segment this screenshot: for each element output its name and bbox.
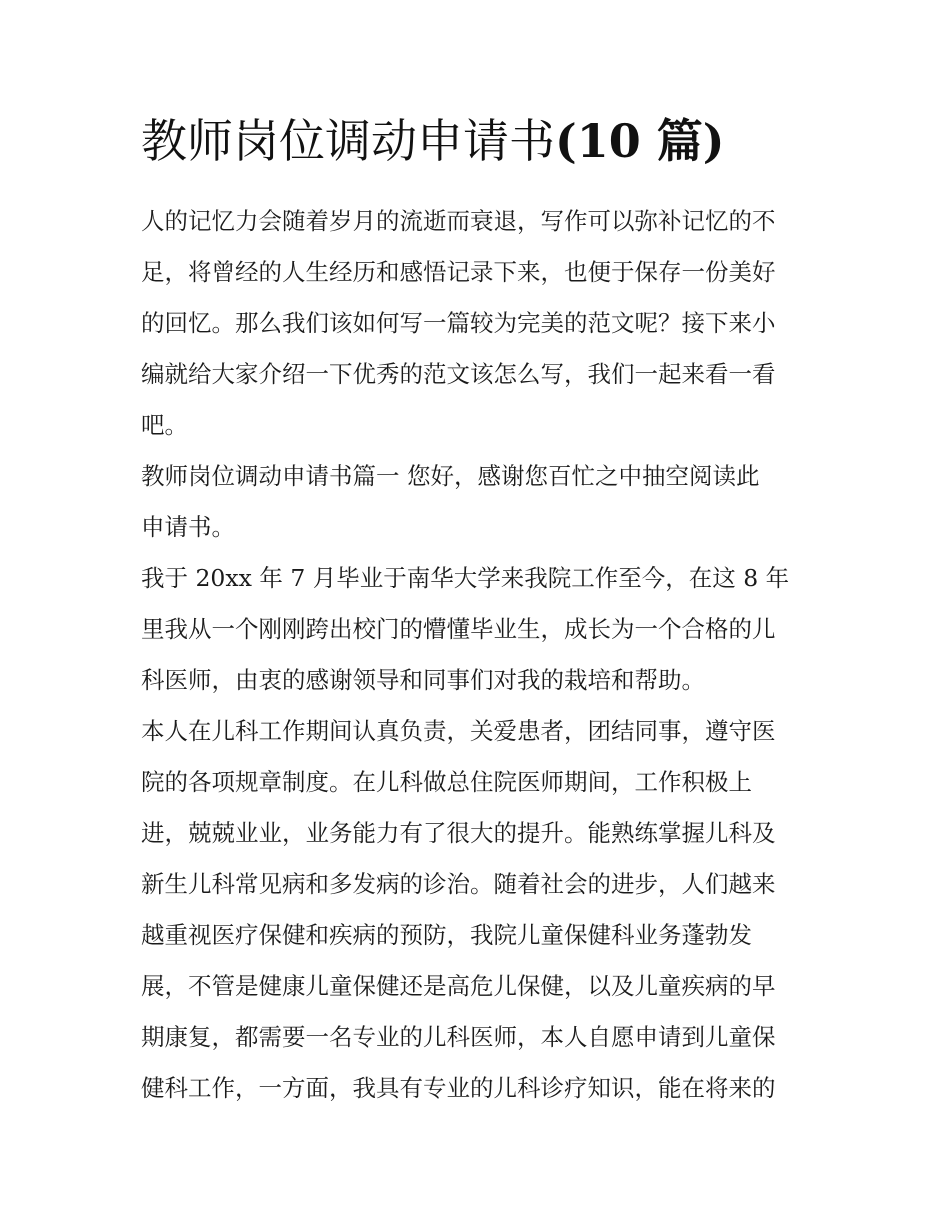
body-line: 健科工作，一方面，我具有专业的儿科诊疗知识，能在将来的	[141, 1074, 776, 1102]
body-line: 人的记忆力会随着岁月的流逝而衰退，写作可以弥补记忆的不	[141, 207, 776, 235]
body-line: 我于 20xx 年 7 月毕业于南华大学来我院工作至今，在这 8 年	[141, 564, 790, 592]
body-line: 教师岗位调动申请书篇一 您好，感谢您百忙之中抽空阅读此	[141, 462, 760, 490]
body-line: 的回忆。那么我们该如何写一篇较为完美的范文呢？接下来小	[141, 309, 776, 337]
body-line: 院的各项规章制度。在儿科做总住院医师期间，工作积极上	[141, 768, 752, 796]
body-line: 里我从一个刚刚跨出校门的懵懂毕业生，成长为一个合格的儿	[141, 615, 776, 643]
body-line: 编就给大家介绍一下优秀的范文该怎么写，我们一起来看一看	[141, 360, 776, 388]
body-line: 本人在儿科工作期间认真负责，关爱患者，团结同事，遵守医	[141, 717, 776, 745]
title-suffix: (10 篇)	[555, 114, 725, 168]
body-line: 期康复，都需要一名专业的儿科医师，本人自愿申请到儿童保	[141, 1023, 776, 1051]
body-line: 吧。	[141, 411, 188, 439]
body-line: 越重视医疗保健和疾病的预防，我院儿童保健科业务蓬勃发	[141, 921, 752, 949]
title-text: 教师岗位调动申请书	[141, 114, 555, 168]
body-line: 展，不管是健康儿童保健还是高危儿保健，以及儿童疾病的早	[141, 972, 776, 1000]
body-line: 科医师，由衷的感谢领导和同事们对我的栽培和帮助。	[141, 666, 705, 694]
body-line: 新生儿科常见病和多发病的诊治。随着社会的进步，人们越来	[141, 870, 776, 898]
body-line: 进，兢兢业业，业务能力有了很大的提升。能熟练掌握儿科及	[141, 819, 776, 847]
body-line: 足，将曾经的人生经历和感悟记录下来，也便于保存一份美好	[141, 258, 776, 286]
body-line: 申请书。	[141, 513, 235, 541]
document-title	[141, 112, 725, 172]
